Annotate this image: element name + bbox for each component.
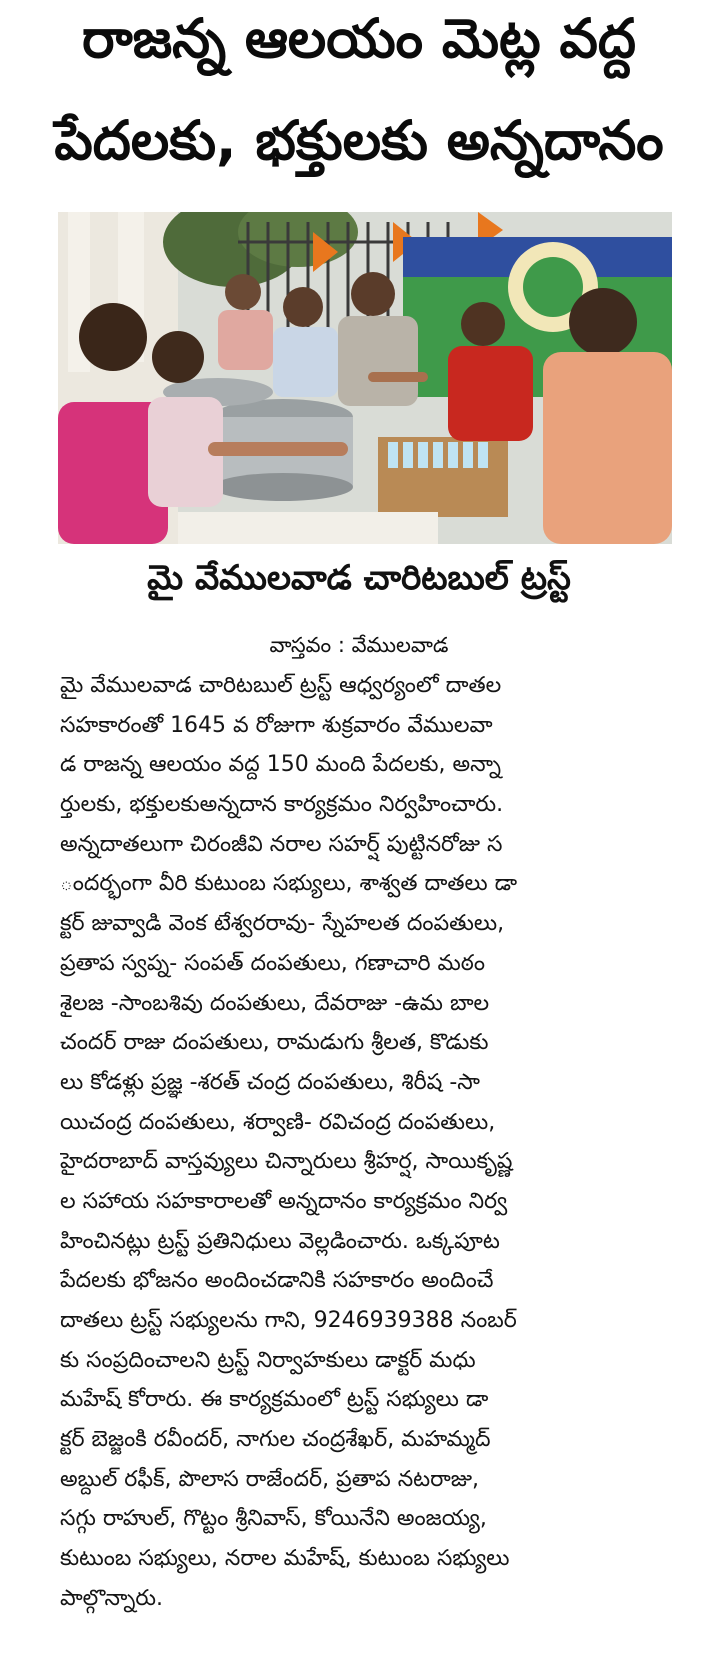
body-line: క్టర్ బెజ్జంకి రవీందర్, నాగుల చంద్రశేఖర్, మహమ్మద్ <box>60 1427 491 1453</box>
headline-line-2: పేదలకు, భక్తులకు అన్నదానం <box>54 109 664 172</box>
body-line: ల సహాయ సహకారాలతో అన్నదానం కార్యక్రమం నిర్వ <box>60 1188 508 1214</box>
body-line: దాతలు ట్రస్ట్ సభ్యులను గాని, 9246939388 నంబర్ <box>60 1308 517 1333</box>
article-body <box>60 666 680 1619</box>
body-line: క్టర్ జువ్వాడి వెంక టేశ్వరరావు- స్నేహలత దంపతులు, <box>60 911 505 937</box>
news-photo <box>58 212 672 544</box>
body-line: సహకారంతో 1645 వ రోజుగా శుక్రవారం వేములవా <box>60 712 493 738</box>
body-line: అబ్దుల్ రఫీక్, పొలాస రాజేందర్, ప్రతాప నటరాజు, <box>60 1466 480 1492</box>
body-line: పేదలకు భోజనం అందించడానికి సహకారం అందించే <box>60 1268 494 1294</box>
dateline: వాస్తవం : వేములవాడ <box>269 633 449 657</box>
body-line: హించినట్లు ట్రస్ట్ ప్రతినిధులు వెల్లడించారు. ఒక్కపూట <box>60 1228 500 1254</box>
body-line: అన్నదాతలుగా చిరంజీవి నరాల సహర్ష్ పుట్టినరోజు స <box>60 831 503 857</box>
body-line: ప్రతాప స్వప్న- సంపత్ దంపతులు, గణాచారి మఠం <box>60 950 485 976</box>
body-line: ర్తులకు, భక్తులకుఅన్నదాన కార్యక్రమం నిర్వహించారు. <box>60 792 504 818</box>
body-line: మై వేములవాడ చారిటబుల్ ట్రస్ట్ ఆధ్వర్యంలో దాతల <box>60 673 502 698</box>
body-line: సగ్గు రాహుల్, గొట్టం శ్రీనివాస్, కోయినేని అంజయ్య, <box>60 1506 487 1532</box>
body-line: కు సంప్రదించాలని ట్రస్ట్ నిర్వాహకులు డాక్టర్ మధు <box>60 1347 476 1373</box>
body-line: లు కోడళ్లు ప్రజ్ఞ -శరత్ చంద్ర దంపతులు, శిరీష -సా <box>60 1069 480 1095</box>
body-line: డ రాజన్న ఆలయం వద్ద 150 మంది పేదలకు, అన్నా <box>60 752 502 778</box>
body-line: శైలజ -సాంబశివు దంపతులు, దేవరాజు -ఉమ బాల <box>60 990 490 1016</box>
body-line: పాల్గొన్నారు. <box>60 1585 164 1611</box>
body-line: హైదరాబాద్ వాస్తవ్యులు చిన్నారులు శ్రీహర్ష, సాయికృష్ణ <box>60 1149 513 1175</box>
body-line: ందర్భంగా వీరి కుటుంబ సభ్యులు, శాశ్వత దాతలు డా <box>60 871 518 897</box>
body-line: మహేష్ కోరారు. ఈ కార్యక్రమంలో ట్రస్ట్ సభ్యులు డా <box>60 1387 489 1413</box>
body-line: చందర్ రాజు దంపతులు, రామడుగు శ్రీలత, కొడుకు <box>60 1030 489 1056</box>
photo-caption: మై వేములవాడ చారిటబుల్ ట్రస్ట్ <box>147 558 571 598</box>
body-line: యిచంద్ర దంపతులు, శర్వాణి- రవిచంద్ర దంపతులు, <box>60 1109 496 1135</box>
headline-line-1: రాజన్న ఆలయం మెట్ల వద్ద <box>82 7 636 70</box>
body-line: కుటుంబ సభ్యులు, నరాల మహేష్, కుటుంబ సభ్యులు <box>60 1546 510 1572</box>
